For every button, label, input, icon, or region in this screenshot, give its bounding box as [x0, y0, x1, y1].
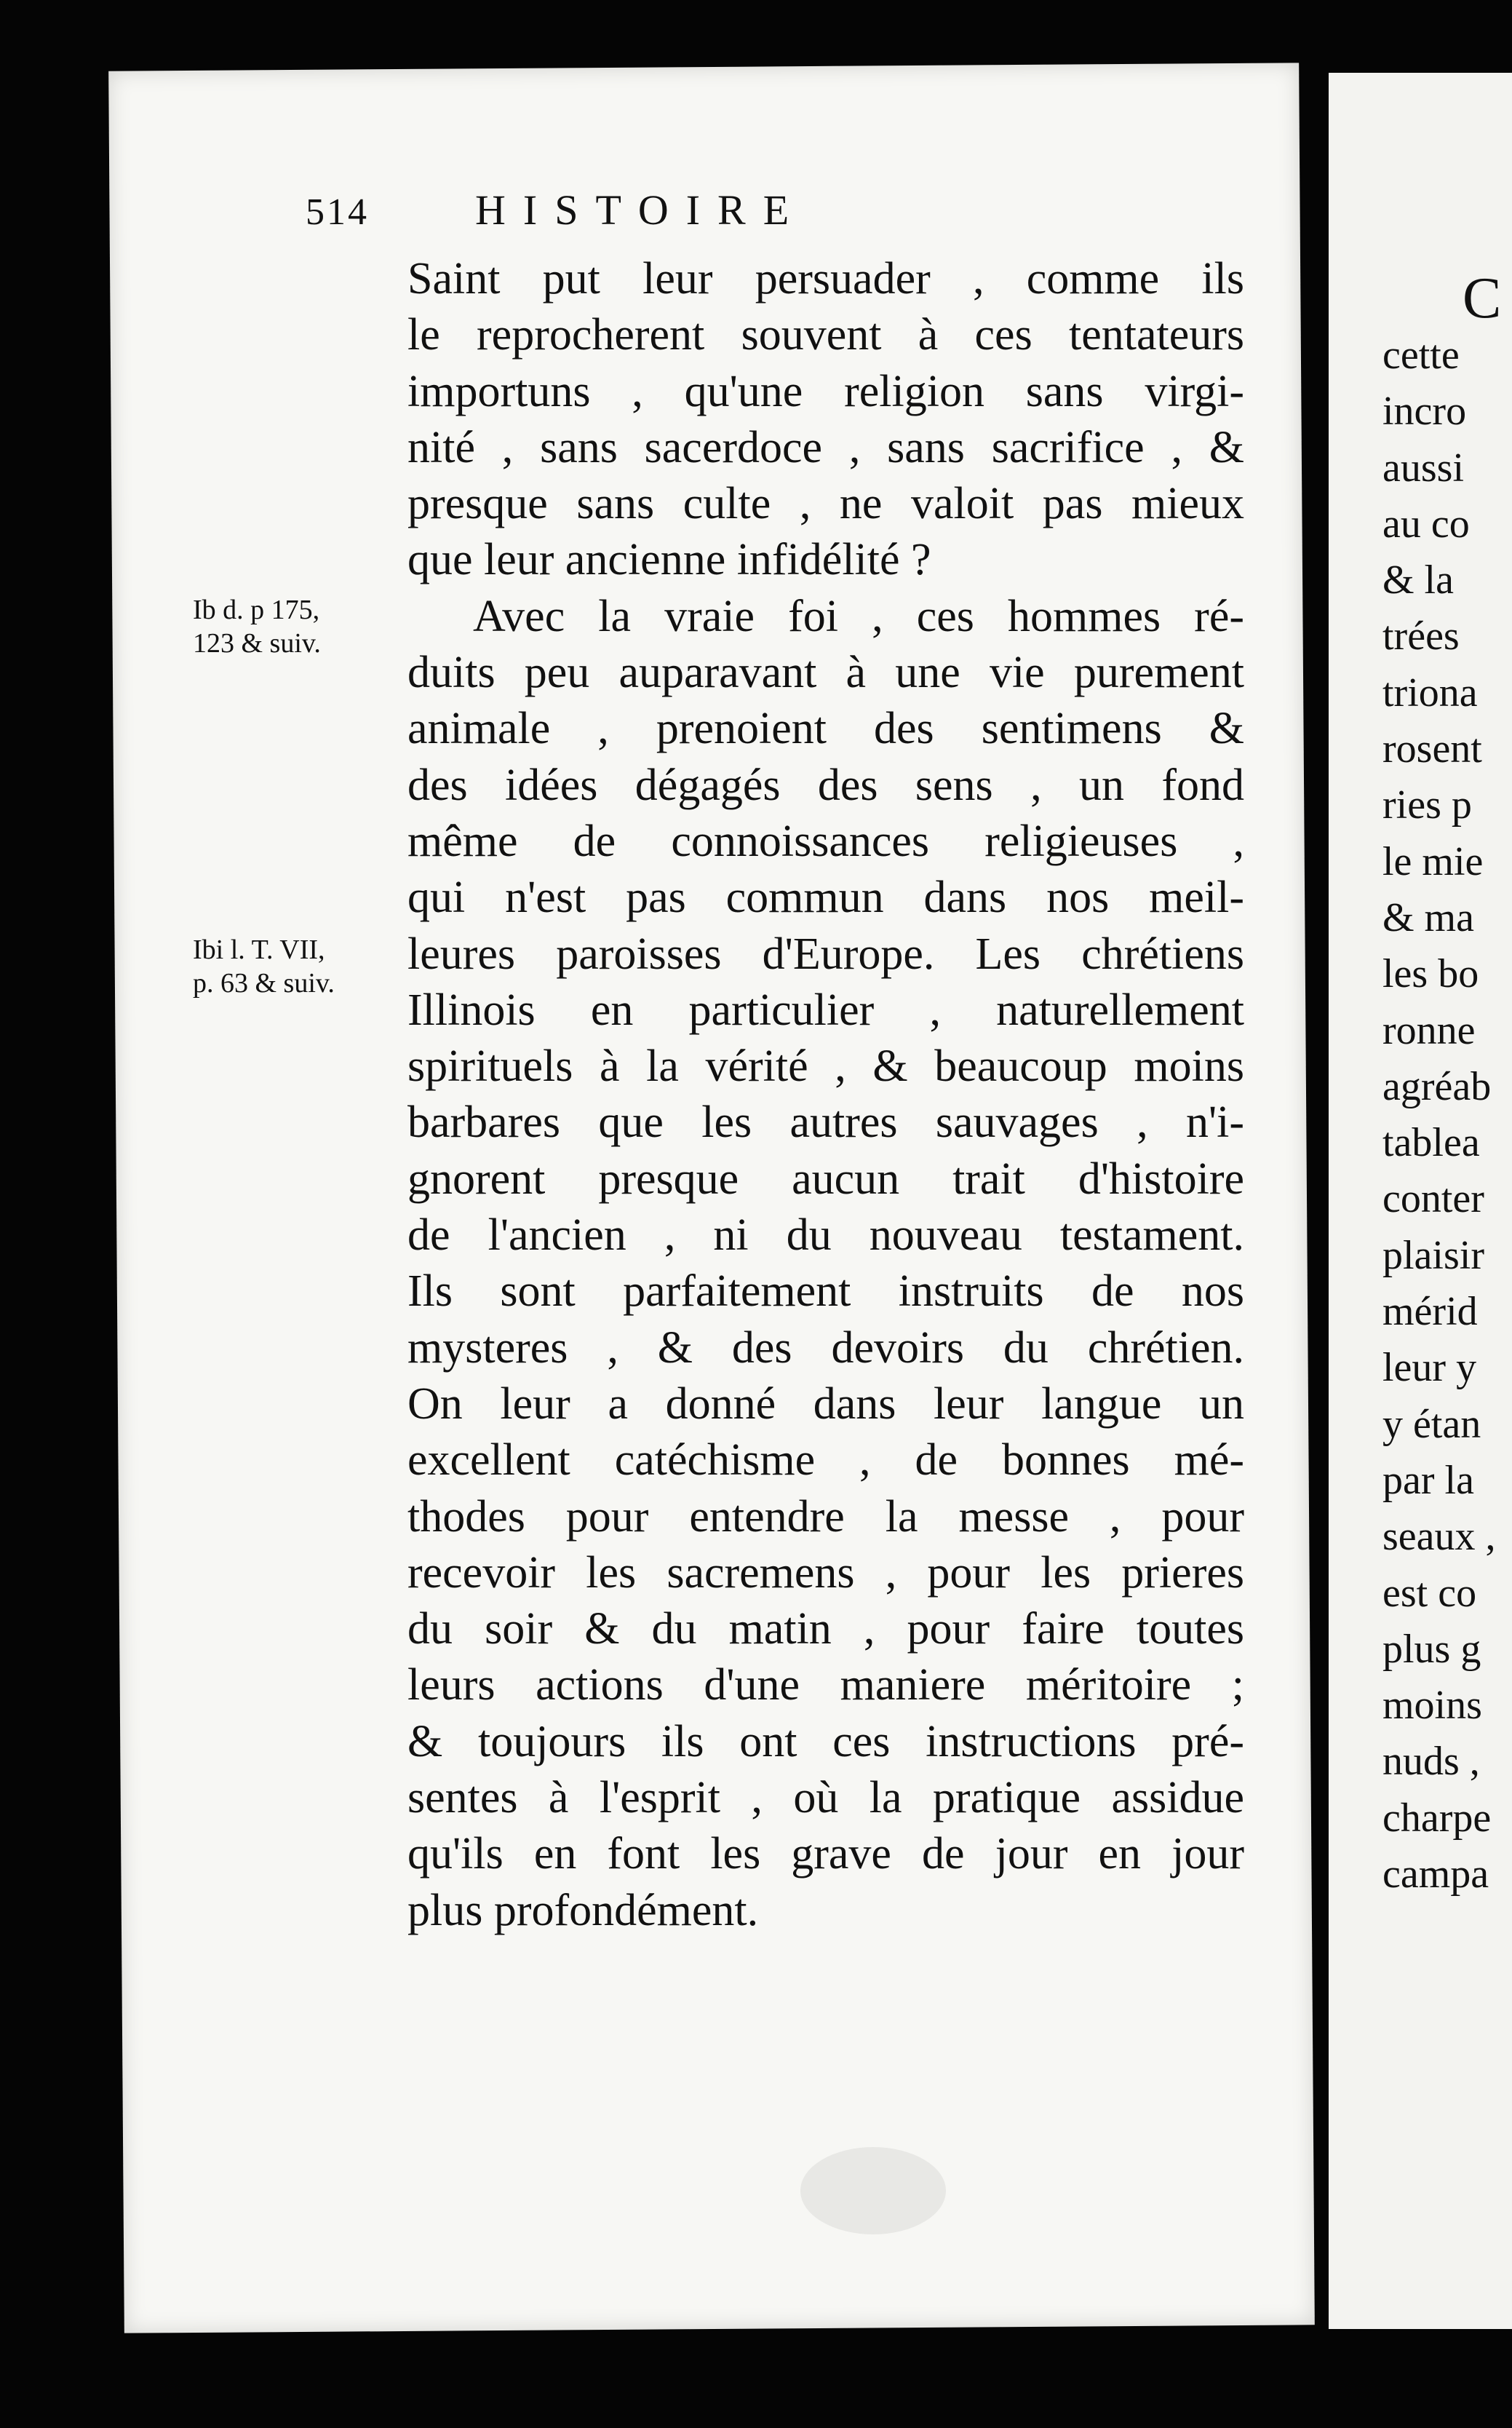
text-line: thodes pour entendre la messe , pour [407, 1491, 1244, 1542]
text-line: le reprocherent souvent à ces tentateurs [407, 310, 1244, 360]
text-line: Ils sont parfaitement instruits de nos [407, 1266, 1244, 1317]
text-line: excellent catéchisme , de bonnes mé- [407, 1435, 1244, 1485]
text-fragment: ries p [1382, 782, 1472, 828]
text-line: que leur ancienne infidélité ? [407, 535, 931, 585]
text-fragment: conter [1382, 1176, 1484, 1222]
text-line: mysteres , & des devoirs du chrétien. [407, 1322, 1244, 1373]
text-line: nité , sans sacerdoce , sans sacrifice , & [407, 422, 1244, 472]
page-number: 514 [306, 191, 369, 233]
text-line: presque sans culte , ne valoit pas mieux [407, 479, 1244, 529]
text-line: qu'ils en font les grave de jour en jour [407, 1829, 1244, 1879]
text-fragment: est co [1382, 1570, 1477, 1616]
text-fragment: nuds , [1382, 1739, 1480, 1785]
text-fragment: charpe [1382, 1795, 1492, 1841]
running-title: HISTOIRE [475, 186, 807, 234]
text-line: qui n'est pas commun dans nos meil- [407, 873, 1244, 923]
text-line: de l'ancien , ni du nouveau testament. [407, 1210, 1244, 1261]
text-fragment: leur y [1382, 1345, 1477, 1391]
text-line: Illinois en particulier , naturellement [407, 985, 1244, 1035]
text-line: plus profondément. [407, 1885, 759, 1935]
text-fragment: aussi [1382, 445, 1464, 491]
text-line: importuns , qu'une religion sans virgi- [407, 366, 1244, 416]
margin-note-line: p. 63 & suiv. [193, 968, 335, 999]
drop-cap: C [1463, 266, 1502, 330]
text-fragment: trées [1382, 614, 1460, 659]
text-line: spirituels à la vérité , & beaucoup moins [407, 1042, 1244, 1092]
text-fragment: par la [1382, 1457, 1474, 1503]
text-fragment: tablea [1382, 1120, 1480, 1166]
text-fragment: plus g [1382, 1626, 1481, 1672]
text-fragment: & la [1382, 558, 1454, 603]
text-fragment: au co [1382, 501, 1470, 547]
text-fragment: le mie [1382, 838, 1484, 884]
text-line: leures paroisses d'Europe. Les chrétiens [407, 929, 1244, 979]
text-line: animale , prenoient des sentimens & [407, 704, 1244, 754]
text-fragment: plaisir [1382, 1232, 1484, 1278]
text-fragment: y étan [1382, 1401, 1481, 1447]
body-text [407, 251, 1244, 1939]
text-fragment: campa [1382, 1852, 1489, 1897]
text-fragment: rosent [1382, 726, 1482, 772]
text-fragment: seaux , [1382, 1514, 1496, 1560]
text-fragment: les bo [1382, 951, 1479, 997]
text-line: Saint put leur persuader , comme ils [407, 254, 1244, 304]
text-fragment: cette [1382, 333, 1460, 378]
running-head [306, 186, 806, 234]
text-line: barbares que les autres sauvages , n'i- [407, 1098, 1244, 1148]
text-line: gnorent presque aucun trait d'histoire [407, 1154, 1244, 1204]
margin-note-line: Ibi l. T. VII, [193, 935, 325, 965]
text-line: Avec la vraie foi , ces hommes ré- [473, 591, 1244, 641]
text-line: On leur a donné dans leur langue un [407, 1378, 1244, 1429]
margin-note-line: Ib d. p 175, [193, 595, 320, 625]
text-line: sentes à l'esprit , où la pratique assidue [407, 1773, 1244, 1823]
text-fragment: incro [1382, 389, 1467, 435]
text-line: duits peu auparavant à une vie purement [407, 648, 1244, 698]
text-line: leurs actions d'une maniere méritoire ; [407, 1660, 1244, 1710]
text-fragment: & ma [1382, 894, 1474, 940]
text-fragment: mérid [1382, 1289, 1478, 1335]
margin-note [193, 933, 335, 1000]
text-fragment: moins [1382, 1683, 1482, 1729]
margin-note [193, 593, 321, 660]
text-line: du soir & du matin , pour faire toutes [407, 1604, 1244, 1654]
text-line: recevoir les sacremens , pour les prieres [407, 1547, 1244, 1598]
text-line: & toujours ils ont ces instructions pré- [407, 1716, 1244, 1766]
paper-smudge [800, 2147, 946, 2234]
text-fragment: agréab [1382, 1063, 1492, 1109]
text-line: même de connoissances religieuses , [407, 816, 1244, 866]
text-fragment: triona [1382, 670, 1478, 715]
text-line: des idées dégagés des sens , un fond [407, 760, 1244, 810]
text-fragment: ronne [1382, 1007, 1476, 1053]
margin-note-line: 123 & suiv. [193, 628, 321, 659]
right-page-text [1382, 266, 1502, 1903]
